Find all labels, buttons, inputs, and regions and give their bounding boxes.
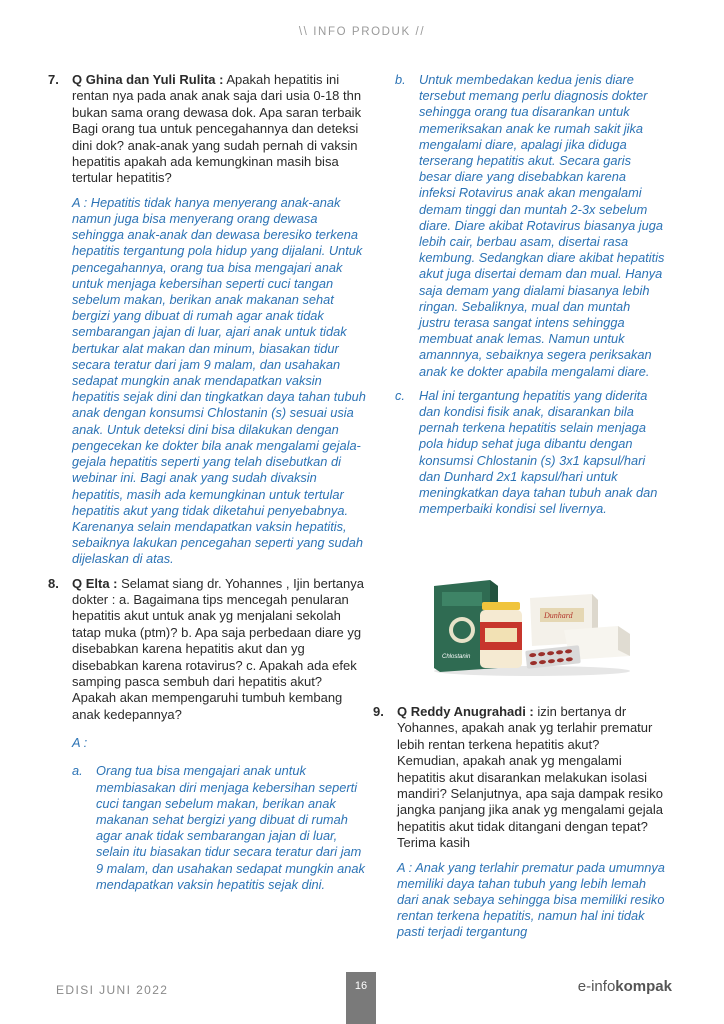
answer-item-b — [395, 72, 665, 380]
box-brand-label: Chlostanin — [442, 654, 471, 660]
answer-9: A : Anak yang terlahir prematur pada umumnya memiliki daya tahan tubuh yang lebih lemah dari anak sebaya sehingga bisa memiliki resiko rentan terkena hepatitis, namun hal ini tidak pasti terjadi tergantung — [397, 859, 665, 940]
answer-item-c — [395, 388, 665, 518]
question-9 — [373, 704, 665, 852]
item-marker: c. — [395, 387, 405, 403]
question-text: Apakah hepatitis ini rentan nya pada anak anak saja dari usia 0-18 thn bukan sama orang dewasa dok. Apa saran terbaik Bagi orang tua untuk pencegahannya dan deteksi dini dok? anak-anak yang sudah pernah di vaksin hepatitis apakah ada kemungkinan masih bisa tertular hepatitis? — [72, 72, 362, 186]
answer-item-a — [72, 763, 366, 893]
question-9-block — [373, 704, 665, 941]
question-text: izin bertanya dr Yohannes, apakah anak yg terlahir prematur lebih rentan terkena hepatitis akut? Kemudian, apakah anak yg mengalami hepatitis akut disarankan melakukan isolasi mandiri? Selanjutnya, apa saja dampak resiko jangka panjang jika anak yg mengalami gejala hepatitis akut tidak ditangani dengan tepat? Terima kasih — [397, 704, 663, 851]
asker-name: Q Ghina dan Yuli Rulita : — [72, 72, 224, 87]
asker-name: Q Reddy Anugrahadi : — [397, 704, 534, 719]
question-number: 8. — [48, 575, 59, 591]
question-text: Selamat siang dr. Yohannes , Ijin bertanya dokter : a. Bagaimana tips mencegah penularan hepatitis akut untuk anak yg menjalani sekolah tatap muka (ptm)? b. Apa saja perbedaan diare yg disebabkan karena hepatitis akut dan yg disebabkan karena rotavirus? c. Apakah ada efek samping pasca sembuh dari hepatitis akut? Apakah akan mempengaruhi tumbuh kembang anak kedepannya? — [72, 575, 364, 722]
item-text: Orang tua bisa mengajari anak untuk membiasakan diri menjaga kebersihan seperti cuci tangan sebelum makan, berikan anak makanan sehat bergizi yang dibuat di rumah agar anak tidak sembarangan jajan di luar, selain itu biasakan tidur secara teratur dari jam 9 malam, dan usahakan sedapat mungkin anak mendapatkan vaksin hepatitis sejak dini. — [96, 763, 365, 892]
answer-label: A : — [72, 735, 88, 751]
question-number: 7. — [48, 72, 59, 87]
edition-label: EDISI JUNI 2022 — [56, 983, 169, 997]
brand-logo — [578, 978, 672, 995]
item-marker: a. — [72, 763, 83, 779]
question-7 — [48, 72, 366, 187]
item-text: Hal ini tergantung hepatitis yang diderita dan kondisi fisik anak, disarankan bila pernah terkena hepatitis selain menjaga pola hidup sehat juga dibantu dengan konsumsi Chlostanin (s) 3x1 kapsul/hari dan Dunhard 2x1 kapsul/hari untuk meningkatkan daya tahan tubuh anak dan memperbaiki kondisi sel livernya. — [419, 387, 658, 517]
page-number: 16 — [346, 972, 376, 1024]
item-text: Untuk membedakan kedua jenis diare tersebut memang perlu diagnosis dokter sehingga orang tua disarankan untuk memeriksakan anak ke rumah sakit jika mengalami diare, apalagi jika diduga terserang hepatitis akut. Secara garis besar diare yang disebabkan karena infeksi Rotavirus anak akan mengalami demam tinggi dan muntah 2-3x sebelum diare. Diare akibat Rotavirus biasanya juga lebih cair, berbau asam, disertai rasa kembung. Sedangkan diare akibat hepatitis akut juga disertai demam dan mual. Hanya saja demam yang dialami biasanya lebih ringan. Sebaliknya, mual dan muntah justru terasa sangat intens sehingga membuat anak lemas. Namun untuk amannnya, sebaiknya segera periksakan anak ke dokter apabila mengalami diare. — [419, 72, 665, 379]
product-photo — [432, 578, 632, 676]
answer-7: A : Hepatitis tidak hanya menyerang anak-anak namun juga bisa menyerang orang dewasa sehingga anak-anak dan dewasa beresiko terkena hepatitis tergantung pola hidup yang dijalani. Untuk pencegahannya, orang tua bisa mengajari anak untuk menjaga kebersihan seperti cuci tangan sebelum makan, berikan anak makanan sehat bergizi yang dibuat di rumah agar anak tidak sembarangan jajan di luar, ajari anak untuk tidak bertukar alat makan dan minum, biasakan tidur secara teratur dari jam 9 malam, dan usahakan sedapat mungkin anak mendapatkan vaksin hepatitis sejak dini dan tingkatkan daya tahan tubuh anak dengan konsumsi Chlostanin (s) sesuai usia anak. Untuk deteksi dini bisa dilakukan dengan pengecekan ke dokter bila anak mengalami gejala-gejala hepatitis seperti yang telah disebutkan di webinar ini. Bagi anak yang sudah divaksin hepatitis, masih ada kemungkinan untuk tertular hepatitis akut yang tidak diketahui penyebabnya. Karenanya selain mendapatkan vaksin hepatitis, sebaiknya lakukan pencegahan seperti yang sudah dijelaskan di atas. — [72, 194, 366, 567]
brand-prefix: e-info — [577, 978, 616, 995]
box2-brand-label: Dunhard — [544, 611, 573, 620]
brand-bold: kompak — [615, 978, 672, 995]
item-marker: b. — [395, 72, 406, 87]
right-column — [395, 72, 665, 517]
asker-name: Q Elta : — [72, 575, 118, 591]
left-column — [48, 72, 366, 893]
question-8 — [48, 576, 366, 724]
section-header: \\ INFO PRODUK // — [298, 26, 426, 38]
question-number: 9. — [373, 704, 384, 719]
